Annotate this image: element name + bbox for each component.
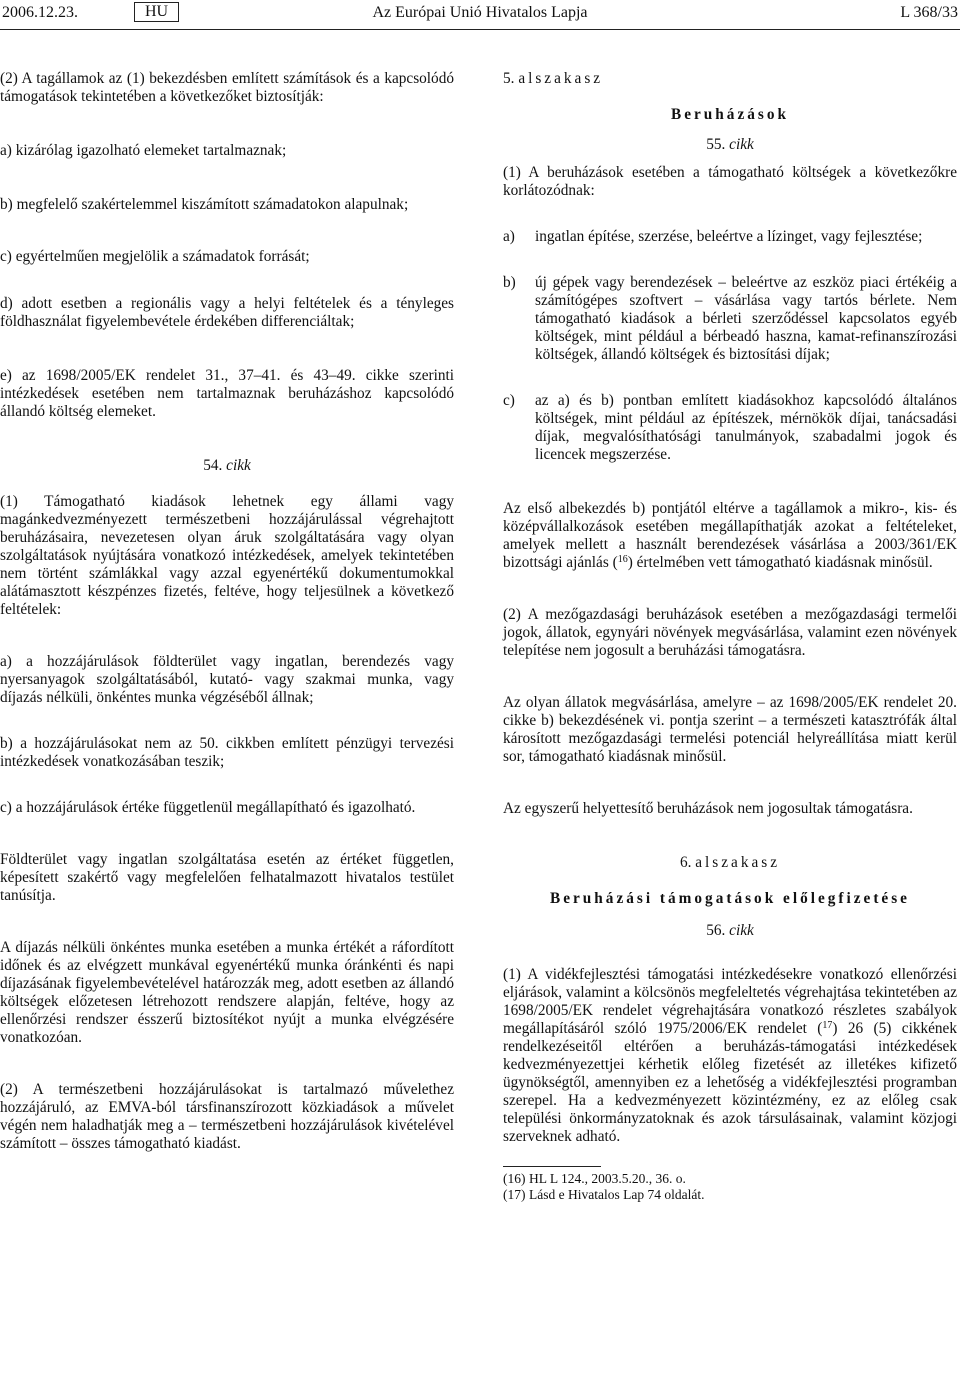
art54-para-2: (2) A természetbeni hozzájárulásokat is tartalmazó művelethez hozzájáruló, az EMVA-ból társfinanszírozott közkiadások a művelet végén nem haladhatják meg a – természetbeni hozzájárulások kivételével számított – összes támogatható kiadást. xyxy=(0,1081,454,1152)
footnote-divider xyxy=(503,1166,601,1167)
art54-item-a: a) a hozzájárulások földterület vagy ingatlan, berendezés vagy nyersanyagok szolgáltatásából, kutató- vagy szakmai munka, vagy díjazás nélküli, önkéntes munka végzéséből állnak; xyxy=(0,653,454,706)
page-header xyxy=(0,0,960,30)
art55-item-b: b) új gépek vagy berendezések – beleértve az eszköz piaci értékéig a számítógépes szoftvert – vásárlása vagy tartós bérlete. Nem támogatható kiadások a bérleti szerződéssel kapcsolatos egyéb költségek, mint például a bérbeadó haszna, kamat-refinanszírozási költségek, állandó költségek és biztosítási díjak; xyxy=(503,274,957,363)
article-54-heading: 54. cikk xyxy=(203,457,251,474)
item-d: d) adott esetben a regionális vagy a helyi feltételek és a tényleges földhasználat figyelembevétele érdekében differenciáltak; xyxy=(0,295,454,330)
subsection-6-label: 6. alszakasz xyxy=(679,854,781,871)
art55-item-c: c) az a) és b) pontban említett kiadásokhoz kapcsolódó általános költségek, mint például az építészek, mérnökök díjai, tanácsadási díjak, megvalósíthatósági tanulmányok, szabadalmi jogok és licencek megszerzése. xyxy=(503,392,957,463)
subsection-5-label: 5. alszakasz xyxy=(503,70,604,87)
art55-para-1: (1) A beruházások esetében a támogatható költségek a következőkre korlátozódnak: xyxy=(503,164,957,199)
item-c: c) egyértelműen megjelölik a számadatok forrását; xyxy=(0,248,310,265)
header-date: 2006.12.23. xyxy=(2,4,78,21)
item-e: e) az 1698/2005/EK rendelet 31., 37–41. és 43–49. cikke szerinti intézkedések esetében nem tartalmaznak beruházáshoz kapcsolódó állandó költség elemeket. xyxy=(0,367,454,420)
article-55-heading: 55. cikk xyxy=(706,136,754,153)
art54-para-1: (1) Támogatható kiadások lehetnek egy állami vagy magánkedvezményezett természetbeni hozzájárulással végrehajtott beruházásaira, nevezetesen olyan áruk szolgáltatására vagy olyan szolgáltatások nyújtására vonatkozó intézkedések, amelyek tekintetében nem történt számlákkal vagy azzal egyenértékű dokumentumokkal alátámasztott készpénzes fizetés, feltéve, hogy teljesülnek a következő feltételek: xyxy=(0,493,454,618)
journal-title: Az Európai Unió Hivatalos Lapja xyxy=(372,4,588,21)
left-column xyxy=(0,70,454,1153)
para-land: Földterület vagy ingatlan szolgáltatása esetén az értéket független, képesített szakértő vagy megfelelően felhatalmazott hivatalos testület tanúsítja. xyxy=(0,851,454,904)
header-divider xyxy=(0,29,960,30)
item-a: a) kizárólag igazolható elemeket tartalmaznak; xyxy=(0,142,287,159)
language-badge: HU xyxy=(134,2,179,22)
art56-para-1: (1) A vidékfejlesztési támogatási intézkedésekre vonatkozó ellenőrzési eljárások, valamint a kölcsönös megfeleltetés végrehajtása tekintetében az 1698/2005/EK rendelet végrehajtására vonatkozó részletes szabályok megállapításáról szóló 1975/2006/EK rendelet ($^{17}$) 26 (5) cikkének rendelkezéseitől eltérően a beruházás-támogatási intézkedések kedvezményezettjei kérhetik előleg fizetését az illetékes kifizető ügynökségtől, amennyiben ez a lehetőség a vidékfejlesztési programban szerepel. Ha a kedvezményezett közintézmény, ez az előleg csak települési önkormányzatoknak és azok társulásainak, valamint közjogi szerveknek adható. xyxy=(503,966,957,1145)
footnote-ref-17: 17 xyxy=(822,1020,833,1031)
subsection-6-title: Beruházási támogatások előlegfizetése xyxy=(550,890,910,907)
page-reference: L 368/33 xyxy=(900,4,958,21)
article-56-heading: 56. cikk xyxy=(706,922,754,939)
item-b: b) megfelelő szakértelemmel kiszámított számadatokon alapulnak; xyxy=(0,196,409,213)
footnote-16: (16) HL L 124., 2003.5.20., 36. o. xyxy=(503,1171,686,1186)
para-first-subparagraph: Az első albekezdés b) pontjától eltérve a tagállamok a mikro-, kis- és középvállalkozások esetében megállapíthatják azokat a feltételeket, amelyek mellett a használt berendezések vásárlása a 2003/361/EK bizottsági ajánlás ($^{16}$) értelmében vett támogatható kiadásnak minősül. xyxy=(503,500,957,571)
art55-para-2: (2) A mezőgazdasági beruházások esetében a mezőgazdasági termelői jogok, állatok, egynyári növények megvásárlása, valamint ezen növények telepítése nem jogosult a beruházási támogatásra. xyxy=(503,606,957,659)
para-simple-replacement: Az egyszerű helyettesítő beruházások nem jogosultak támogatásra. xyxy=(503,800,913,817)
footnote-17: (17) Lásd e Hivatalos Lap 74 oldalát. xyxy=(503,1187,705,1202)
subsection-5-title: Beruházások xyxy=(671,106,789,123)
right-column xyxy=(503,70,957,1203)
art54-item-b: b) a hozzájárulásokat nem az 50. cikkben említett pénzügyi tervezési intézkedések vonatkozásában teszik; xyxy=(0,735,454,770)
footnote-ref-16: 16 xyxy=(617,554,628,565)
art54-item-c: c) a hozzájárulások értéke függetlenül megállapítható és igazolható. xyxy=(0,799,416,816)
para-volunteer: A díjazás nélküli önkéntes munka esetében a munka értékét a ráfordított időnek és az elvégzett munkával egyenértékű munka óránkénti és napi díjazásának figyelembevételével határozzák meg, adott esetben az állandó költségek előzetesen létrehozott rendszere alapján, feltéve, hogy az ellenőrzési rendszer ésszerű biztosítékot nyújt a munka elvégzésére vonatkozóan. xyxy=(0,939,454,1046)
art55-item-a: a) ingatlan építése, szerzése, beleértve a lízinget, vagy fejlesztése; xyxy=(503,228,923,245)
para-animals: Az olyan állatok megvásárlása, amelyre – az 1698/2005/EK rendelet 20. cikke b) bekezdésének vi. pontja szerint – a természeti katasztrófák által károsított mezőgazdasági termelési potenciál helyreállítása miatt kerül sor, támogatható kiadásnak minősül. xyxy=(503,694,957,765)
para-intro: (2) A tagállamok az (1) bekezdésben említett számítások és a kapcsolódó támogatások tekintetében a következőket biztosítják: xyxy=(0,70,454,105)
